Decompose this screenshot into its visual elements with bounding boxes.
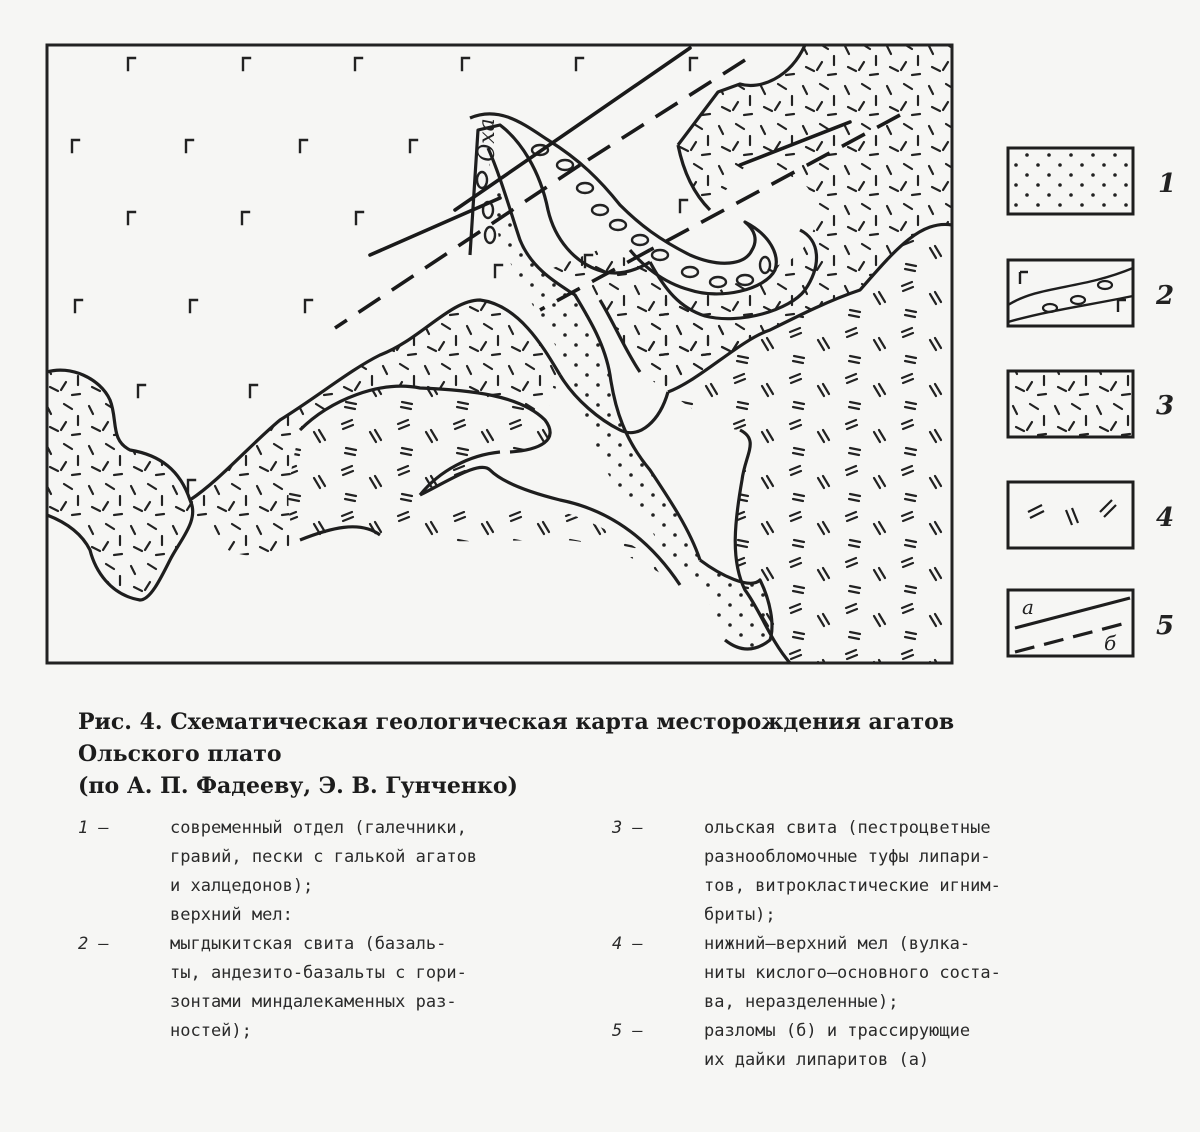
legend-entry-text: верхний мел: bbox=[170, 905, 293, 925]
legend-number-3: 3 bbox=[1156, 391, 1175, 421]
legend-number-4: 4 bbox=[1156, 503, 1175, 533]
legend-entry-number: 1 — bbox=[78, 818, 109, 838]
legend-entry-text: нижний—верхний мел (вулка- ниты кислого—основного соста- ва, неразделенные); bbox=[704, 934, 1001, 1012]
legend-text-left bbox=[78, 814, 578, 1046]
legend-entry-text: ольская свита (пестроцветные разнообломочные туфы липари- тов, витрокластические игним- бриты); bbox=[704, 818, 1001, 925]
legend-box-5-label-a: а bbox=[1022, 595, 1034, 619]
caption-line-3: (по А. П. Фадееву, Э. В. Гунченко) bbox=[78, 773, 518, 799]
legend-entry-upper-cretaceous bbox=[78, 901, 578, 930]
caption-line-1: Рис. 4. Схематическая геологическая карта месторождения агатов bbox=[78, 709, 955, 735]
legend-entry-1 bbox=[78, 814, 578, 901]
legend-box-4 bbox=[1008, 482, 1133, 548]
legend-box-5-label-b: б bbox=[1104, 631, 1117, 655]
map-legend bbox=[1008, 148, 1133, 656]
oxa-label: Оха bbox=[475, 118, 500, 162]
caption-line-2: Ольского плато bbox=[78, 741, 282, 767]
legend-entry-number: 4 — bbox=[612, 934, 643, 954]
legend-entry-text: мыгдыкитская свита (базаль- ты, андезито-базальты с гори- зонтами миндалекаменных раз- ностей); bbox=[170, 934, 467, 1041]
legend-number-5: 5 bbox=[1156, 611, 1175, 641]
legend-entry-2 bbox=[78, 930, 578, 1046]
legend-entry-text: разломы (б) и трассирующие их дайки липаритов (а) bbox=[704, 1021, 971, 1070]
legend-text-right bbox=[612, 814, 1112, 1075]
legend-entry-3 bbox=[612, 814, 1112, 930]
legend-numbers bbox=[1155, 169, 1176, 641]
legend-box-1 bbox=[1008, 148, 1133, 214]
legend-box-2 bbox=[1008, 260, 1133, 326]
legend-number-2: 2 bbox=[1156, 281, 1175, 311]
legend-entry-number: 2 — bbox=[78, 934, 109, 954]
legend-entry-4 bbox=[612, 930, 1112, 1017]
legend-entry-number: 3 — bbox=[612, 818, 643, 838]
legend-number-1: 1 bbox=[1158, 169, 1177, 199]
legend-entry-number: 5 — bbox=[612, 1021, 643, 1041]
legend-box-3 bbox=[1008, 371, 1133, 437]
legend-entry-text: современный отдел (галечники, гравий, пески с галькой агатов и халцедонов); bbox=[170, 818, 478, 896]
legend-entry-number bbox=[78, 901, 170, 930]
legend-entry-5 bbox=[612, 1017, 1112, 1075]
unit-3-tuff-west bbox=[47, 370, 193, 600]
figure-caption bbox=[78, 706, 1128, 802]
